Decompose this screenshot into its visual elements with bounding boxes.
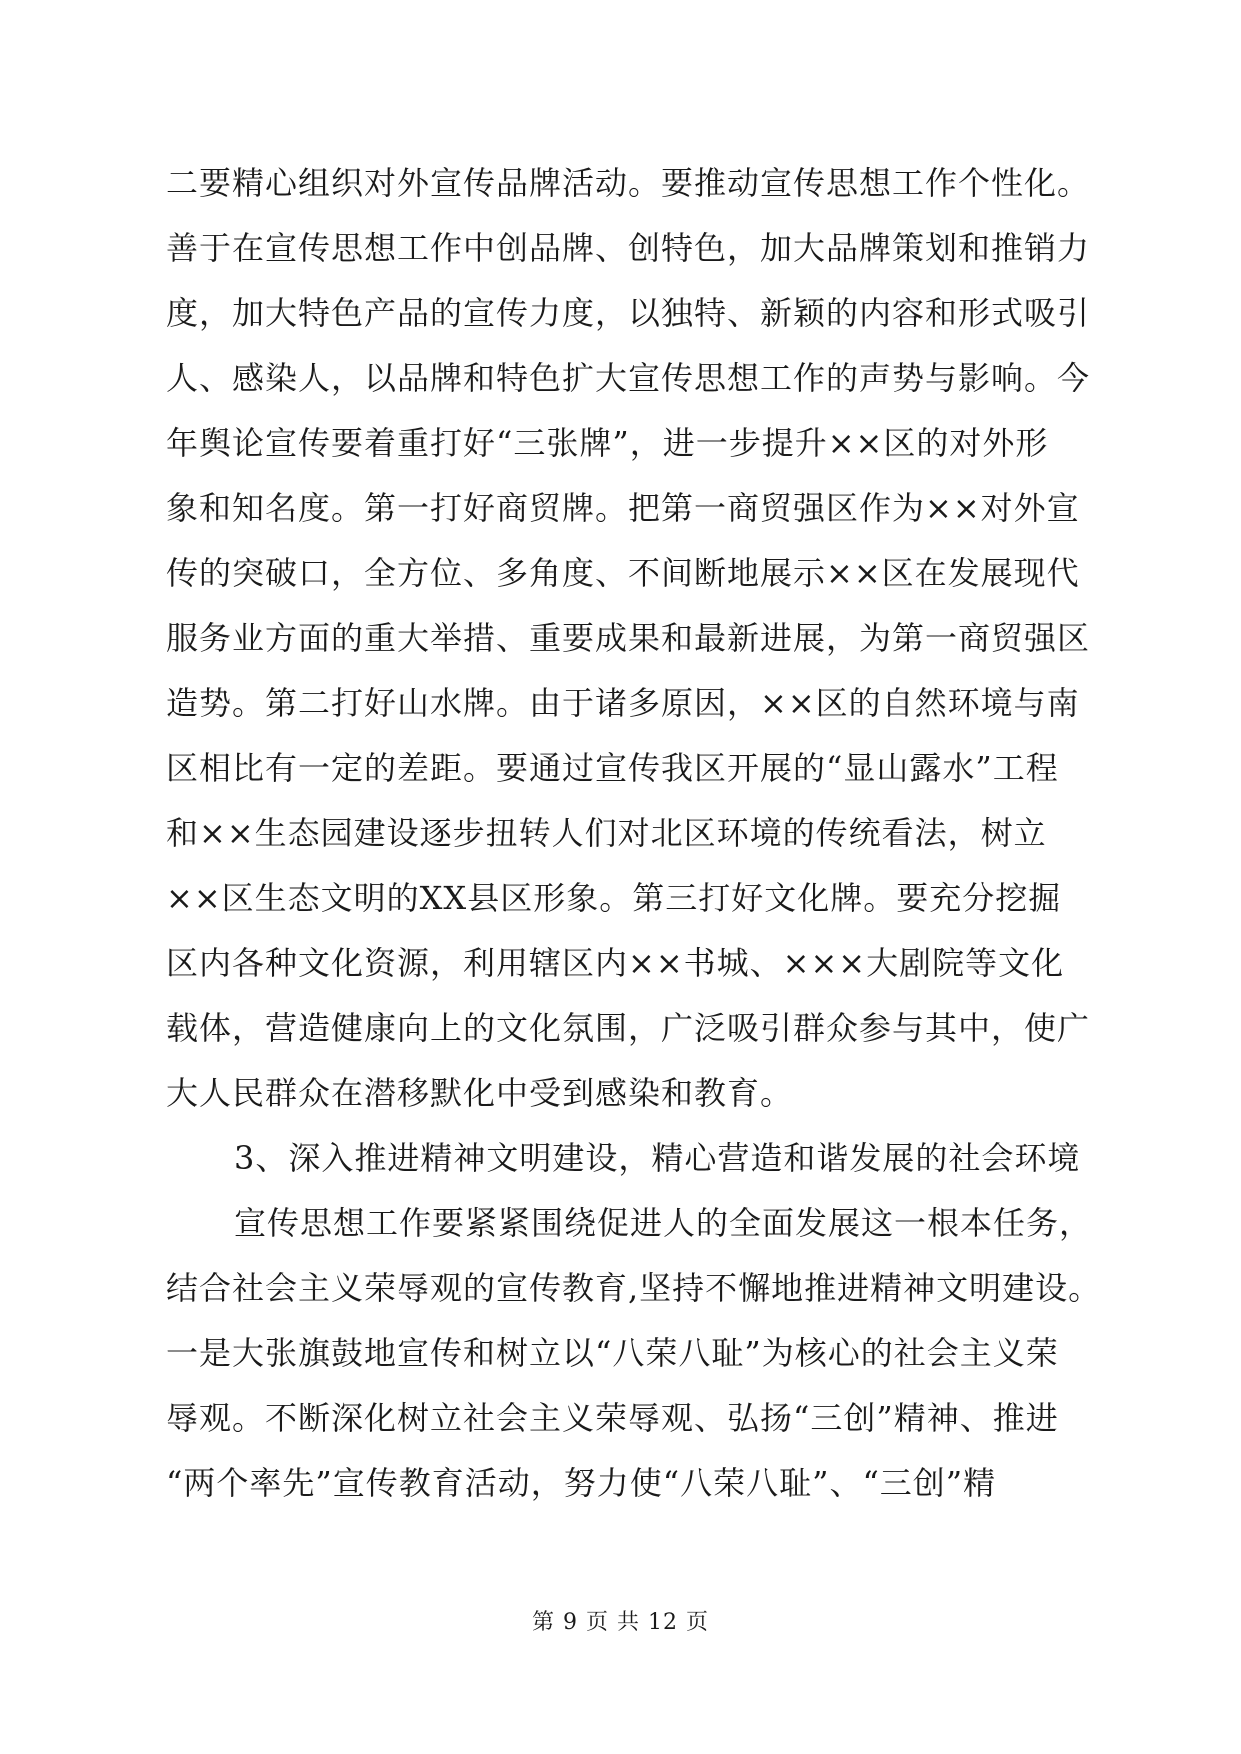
text-line: 辱观。不断深化树立社会主义荣辱观、弘扬“三创”精神、推进 [166, 1399, 1059, 1437]
text-line: 传的突破口，全方位、多角度、不间断地展示××区在发展现代 [166, 554, 1080, 592]
text-line: 人、感染人，以品牌和特色扩大宣传思想工作的声势与影响。今 [166, 359, 1091, 397]
page-number-footer: 第 9 页 共 12 页 [532, 1610, 709, 1635]
text-line: 宣传思想工作要紧紧围绕促进人的全面发展这一根本任务， [234, 1204, 1093, 1242]
text-line: “两个率先”宣传教育活动，努力使“八荣八耻”、“三创”精 [166, 1464, 997, 1502]
text-line: 服务业方面的重大举措、重要成果和最新进展，为第一商贸强区 [166, 619, 1091, 657]
text-line: 载体，营造健康向上的文化氛围，广泛吸引群众参与其中，使广 [166, 1009, 1091, 1047]
text-line: 年舆论宣传要着重打好“三张牌”，进一步提升××区的对外形 [166, 424, 1049, 462]
text-line: 善于在宣传思想工作中创品牌、创特色，加大品牌策划和推销力 [166, 229, 1091, 267]
text-line: 二要精心组织对外宣传品牌活动。要推动宣传思想工作个性化。 [166, 164, 1091, 202]
text-line: 造势。第二打好山水牌。由于诸多原因，××区的自然环境与南 [166, 684, 1080, 722]
text-line: 一是大张旗鼓地宣传和树立以“八荣八耻”为核心的社会主义荣 [166, 1334, 1059, 1372]
text-line: ××区生态文明的XX县区形象。第三打好文化牌。要充分挖掘 [166, 879, 1062, 917]
text-line: 度，加大特色产品的宣传力度，以独特、新颖的内容和形式吸引 [166, 294, 1091, 332]
text-line: 和××生态园建设逐步扭转人们对北区环境的传统看法，树立 [166, 814, 1047, 852]
text-line: 象和知名度。第一打好商贸牌。把第一商贸强区作为××对外宣 [166, 489, 1080, 527]
text-line: 结合社会主义荣辱观的宣传教育,坚持不懈地推进精神文明建设。 [166, 1269, 1102, 1307]
section-heading: 3、深入推进精神文明建设，精心营造和谐发展的社会环境 [234, 1139, 1081, 1177]
text-line: 区内各种文化资源，利用辖区内××书城、×××大剧院等文化 [166, 944, 1065, 982]
text-line: 大人民群众在潜移默化中受到感染和教育。 [166, 1074, 794, 1112]
text-line: 区相比有一定的差距。要通过宣传我区开展的“显山露水”工程 [166, 749, 1059, 787]
